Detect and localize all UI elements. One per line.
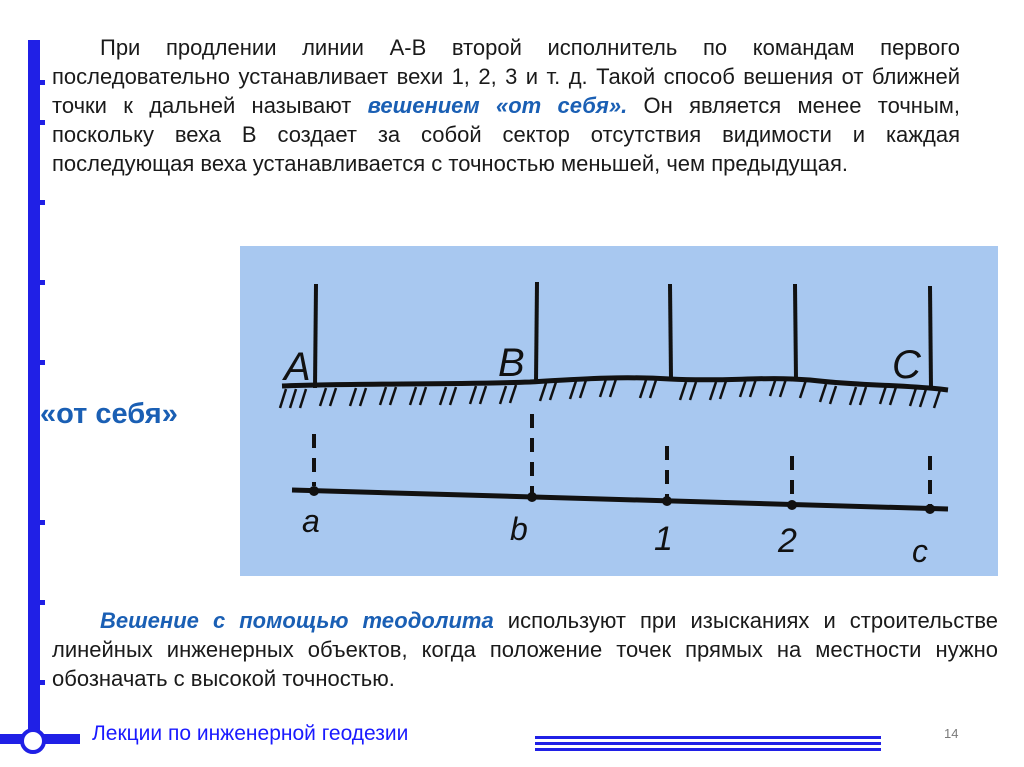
- page-number: 14: [944, 726, 959, 741]
- staking-diagram: [240, 246, 998, 576]
- accent-tick: [40, 200, 45, 205]
- footer-title: Лекции по инженерной геодезии: [92, 722, 409, 745]
- accent-tick: [40, 520, 45, 525]
- plan-label-b: b: [510, 511, 528, 547]
- intro-paragraph: [52, 33, 960, 178]
- plan-label-c: c: [912, 533, 928, 569]
- accent-tick: [40, 120, 45, 125]
- staking-diagram-svg: [240, 246, 998, 576]
- accent-tick: [40, 280, 45, 285]
- method-label: «от себя»: [40, 398, 178, 430]
- accent-tick: [40, 680, 45, 685]
- circle-marker-icon: [20, 728, 46, 754]
- paragraph-emphasis: Вешение с помощью теодолита: [100, 608, 494, 633]
- accent-tick: [40, 80, 45, 85]
- plan-line: [292, 490, 948, 509]
- footer-decor-lines: [535, 736, 881, 754]
- point-label-A: A: [284, 345, 311, 389]
- stakes: [315, 282, 931, 389]
- plan-label-a: a: [302, 503, 320, 539]
- plan-label-1: 1: [654, 520, 673, 558]
- accent-tick: [40, 600, 45, 605]
- paragraph-text: используют при изысканиях и строительстве линейных инженерных объектов, когда положение точек прямых на местности нужно обозначать с высокой точностью.: [52, 608, 999, 691]
- point-label-B: B: [498, 341, 525, 385]
- accent-tick: [40, 360, 45, 365]
- point-label-C: C: [892, 343, 921, 387]
- paragraph-text: При продлении линии А-В второй исполнитель по командам первого последовательно устанавливает вехи 1, 2, 3 и т. д. Такой способ вешения от ближней точки к дальней называют: [52, 35, 960, 118]
- left-accent-bar: [28, 40, 40, 740]
- paragraph-emphasis: вешением «от себя».: [367, 93, 628, 118]
- theodolite-paragraph: [52, 606, 998, 693]
- paragraph-text: Он является менее точным, поскольку веха В создает за собой сектор отсутствия видимости и каждая последующая веха устанавливается с точностью меньшей, чем предыдущая.: [52, 93, 961, 176]
- plan-label-2: 2: [778, 522, 797, 560]
